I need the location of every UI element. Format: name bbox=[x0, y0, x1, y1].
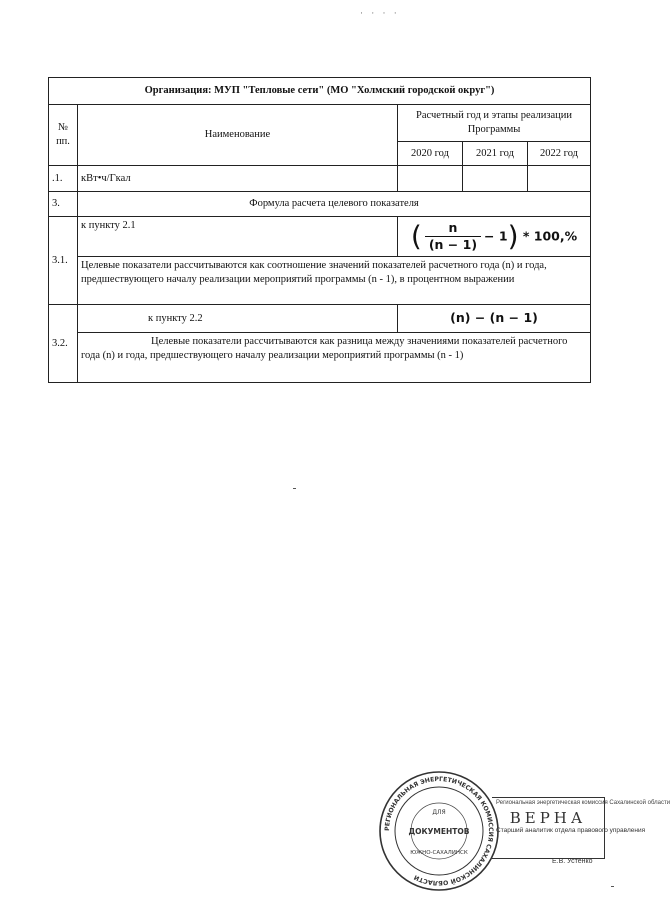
target-indicators-table bbox=[48, 77, 591, 383]
certification-stamp bbox=[492, 797, 670, 859]
fraction bbox=[425, 220, 481, 253]
stamp-organization: Региональная энергетическая комиссия Сахалинской области bbox=[496, 800, 670, 806]
formula-multiplier: * 100,% bbox=[522, 228, 578, 244]
stamp-signer: Е.В. Устенко bbox=[552, 858, 593, 865]
formula-percent-ratio bbox=[398, 217, 591, 257]
seal-lower-text: ЮЖНО-САХАЛИНСК bbox=[410, 850, 468, 856]
column-header-name: Наименование bbox=[78, 105, 398, 166]
reference-2-1: к пункту 2.1 bbox=[78, 217, 398, 257]
value-cell-2021 bbox=[463, 166, 528, 192]
section-number: 3. bbox=[49, 192, 78, 217]
row-number: .1. bbox=[49, 166, 78, 192]
value-cell-2020 bbox=[398, 166, 463, 192]
description-3-1: Целевые показатели рассчитываются как соотношение значений показателей расчетного года (n) и года, предшествующего началу реализации мероприятий программы (n - 1), в процентном выражении bbox=[78, 257, 591, 305]
year-header-2021: 2021 год bbox=[463, 142, 528, 166]
value-cell-2022 bbox=[528, 166, 591, 192]
section-title: Формула расчета целевого показателя bbox=[78, 192, 591, 217]
seal-upper-text: ДЛЯ bbox=[432, 809, 446, 816]
column-header-number: № пп. bbox=[49, 105, 78, 166]
official-round-seal bbox=[378, 770, 500, 892]
year-header-2020: 2020 год bbox=[398, 142, 463, 166]
organization-title: Организация: МУП "Тепловые сети" (МО "Холмский городской округ") bbox=[49, 78, 591, 105]
description-3-2: Целевые показатели рассчитываются как разница между значениями показателей расчетного года (n) и года, предшествующего началу реализации мероприятий программы (n - 1) bbox=[78, 333, 591, 383]
fraction-denominator: (n − 1) bbox=[428, 237, 478, 252]
seal-outer-text: РЕГИОНАЛЬНАЯ ЭНЕРГЕТИЧЕСКАЯ КОМИССИЯ САХАЛИНСКОЙ ОБЛАСТИ bbox=[383, 775, 495, 887]
reference-2-2: к пункту 2.2 bbox=[78, 305, 398, 333]
formula-difference: (n) − (n − 1) bbox=[398, 305, 591, 333]
scan-artifact bbox=[293, 488, 296, 489]
row-number-3-2: 3.2. bbox=[49, 305, 78, 383]
row-name: кВт•ч/Гкал bbox=[78, 166, 398, 192]
scan-artifact bbox=[611, 886, 614, 887]
column-header-period: Расчетный год и этапы реализации Программы bbox=[398, 105, 591, 142]
fraction-numerator: n bbox=[425, 220, 481, 237]
seal-center-text: ДОКУМЕНТОВ bbox=[408, 827, 470, 836]
row-number-3-1: 3.1. bbox=[49, 217, 78, 305]
scan-artifact: · · · · bbox=[360, 8, 400, 18]
formula-minus-one: − 1 bbox=[484, 228, 508, 244]
stamp-position: Старший аналитик отдела правового управления bbox=[496, 827, 646, 834]
left-paren-glyph: ( bbox=[410, 219, 422, 253]
right-paren-glyph: ) bbox=[507, 219, 519, 253]
year-header-2022: 2022 год bbox=[528, 142, 591, 166]
stamp-title: ВЕРНА bbox=[509, 809, 587, 827]
